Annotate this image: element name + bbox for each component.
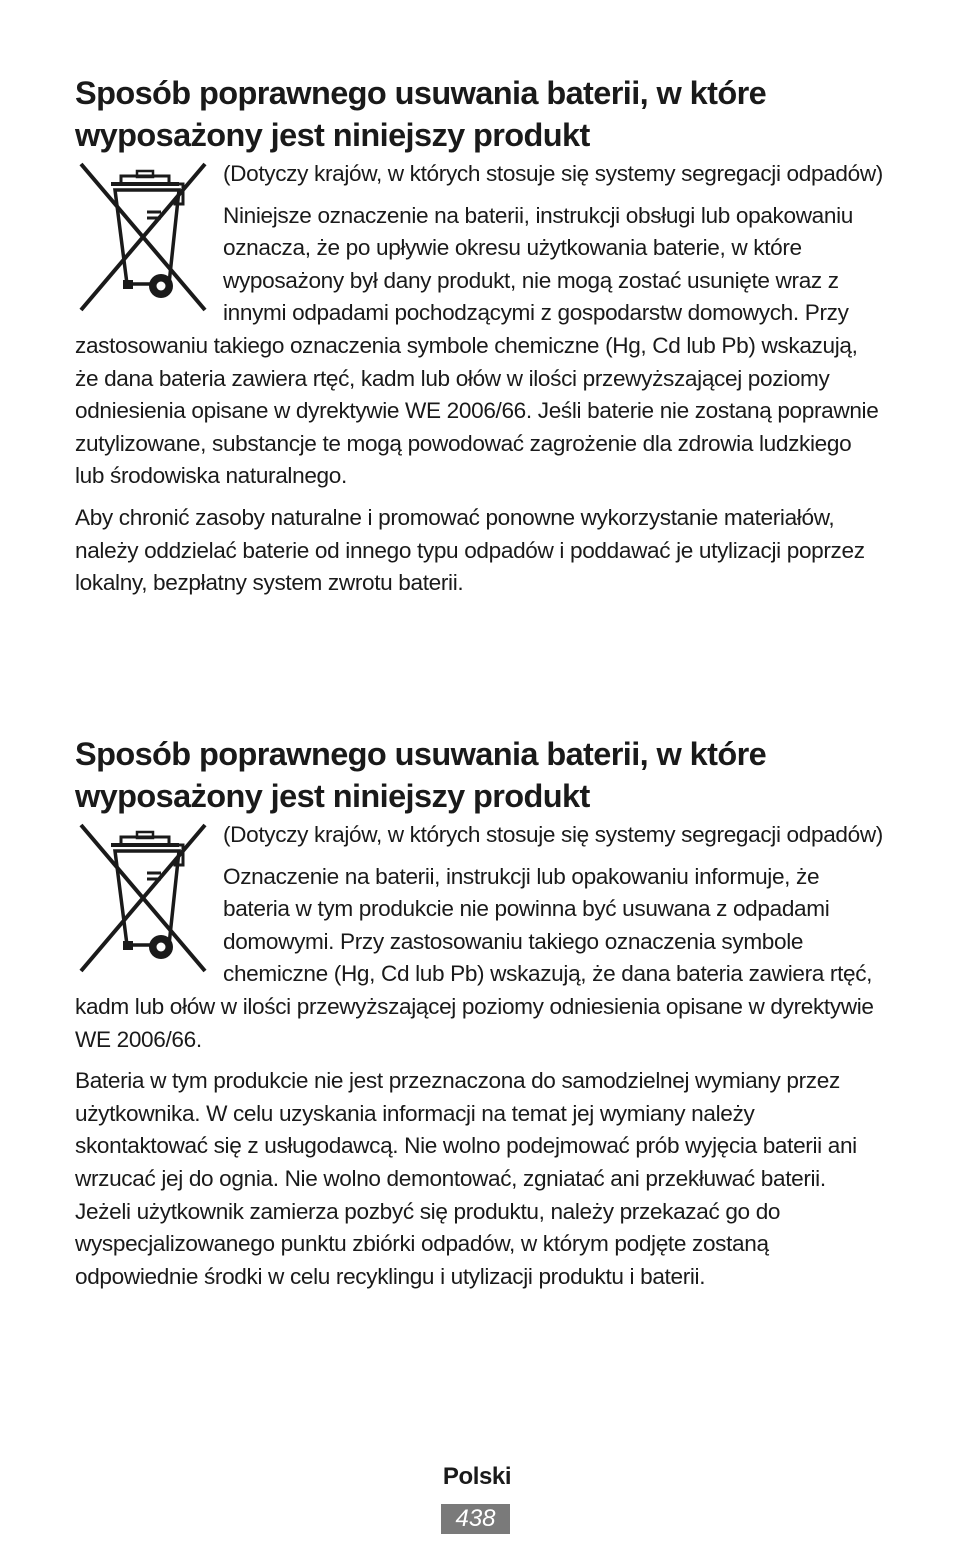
section-heading: [75, 72, 885, 156]
body-paragraph: Oznaczenie na baterii, instrukcji lub opakowaniu informuje, że bateria w tym produkcie nie powinna być usuwana z odpadami domowymi. Przy zastosowaniu takiego oznaczenia symbole chemiczne (Hg, Cd lub Pb) wskazują, że dana bateria zawiera rtęć, kadm lub ołów w ilości przewyższającej poziomy odniesienia opisane w dyrektywie WE 2006/66.: [75, 863, 874, 1052]
body-paragraph: Niniejsze oznaczenie na baterii, instrukcji obsługi lub opakowaniu oznacza, że po upływie okresu użytkowania baterie, w które wyposażony był dany produkt, nie mogą zostać usunięte wraz z innymi odpadami pochodzącymi z gospodarstw domowych. Przy zastosowaniu takiego oznaczenia symbole chemiczne (Hg, Cd lub Pb) wskazują, że dana bateria zawiera rtęć, kadm lub ołów w ilości przewyższającej poziomy odniesienia opisane w dyrektywie WE 2006/66. Jeśli baterie nie zostaną poprawnie zutylizowane, substancje te mogą powodować zagrożenie dla zdrowia ludzkiego lub środowiska naturalnego.: [75, 202, 879, 489]
intro-paragraph: (Dotyczy krajów, w których stosuje się systemy segregacji odpadów): [223, 161, 883, 186]
body-paragraph-2: Aby chronić zasoby naturalne i promować ponowne wykorzystanie materiałów, należy oddzielać baterie od innego typu odpadów i poddawać je utylizacji poprzez lokalny, bezpłatny system zwrotu baterii.: [75, 504, 865, 596]
section-battery-disposal-2: [75, 733, 885, 1302]
intro-paragraph: (Dotyczy krajów, w których stosuje się systemy segregacji odpadów): [223, 822, 883, 847]
section-heading: [75, 733, 885, 817]
section-body: [75, 158, 885, 600]
heading-line-1: Sposób poprawnego usuwania baterii, w które: [75, 75, 767, 111]
page-number-badge: 438: [441, 1504, 510, 1534]
heading-line-2: wyposażony jest niniejszy produkt: [75, 117, 590, 153]
crossed-out-wheelie-bin-icon: [75, 821, 211, 973]
body-paragraph-2: Bateria w tym produkcie nie jest przeznaczona do samodzielnej wymiany przez użytkownika. W celu uzyskania informacji na temat jej wymiany należy skontaktować się z usługodawcą. Nie wolno podejmować prób wyjęcia baterii ani wrzucać jej do ognia. Nie wolno demontować, zgniatać ani przekłuwać baterii. Jeżeli użytkownik zamierza pozbyć się produktu, należy przekazać go do wyspecjalizowanego punktu zbiórki odpadów, w którym podjęte zostaną odpowiednie środki w celu recyklingu i utylizacji produktu i baterii.: [75, 1068, 857, 1289]
section-battery-disposal-1: [75, 72, 885, 609]
heading-line-1: Sposób poprawnego usuwania baterii, w które: [75, 736, 767, 772]
crossed-out-wheelie-bin-icon: [75, 160, 211, 312]
section-body: [75, 819, 885, 1293]
heading-line-2: wyposażony jest niniejszy produkt: [75, 778, 590, 814]
footer-language-label: Polski: [442, 1463, 512, 1490]
